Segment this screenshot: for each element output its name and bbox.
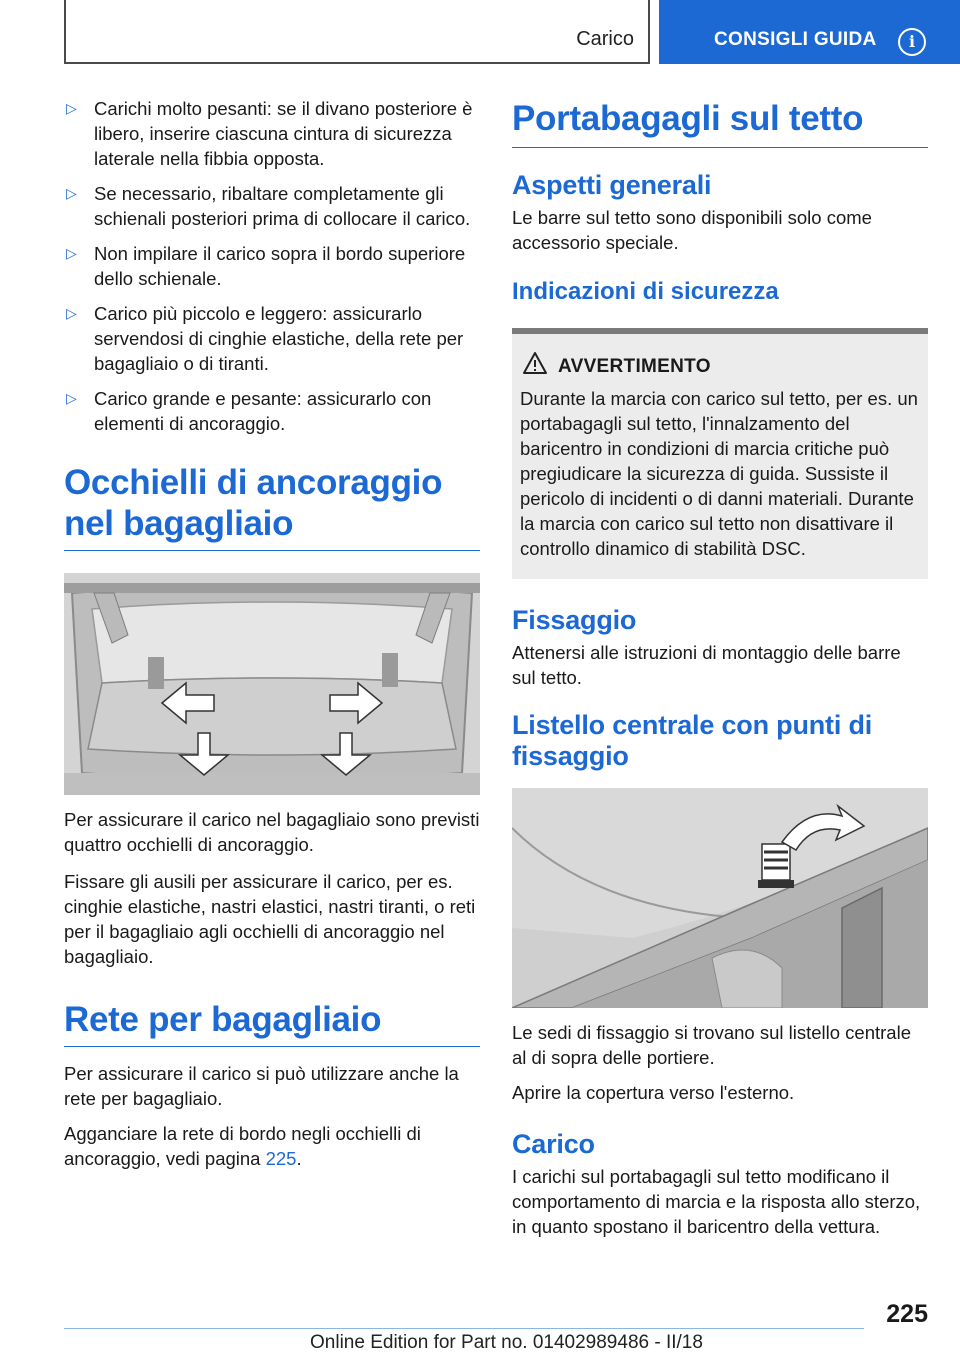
header-section-title: Carico: [576, 28, 634, 50]
fissaggio-paragraph: Attenersi alle istruzioni di montaggio delle barre sul tetto.: [512, 642, 901, 688]
list-item: ▷ Se necessario, ribaltare completamente gli schienali posteriori prima di collocare il carico.: [66, 183, 471, 229]
subsection-title-fissaggio: Fissaggio: [512, 605, 637, 635]
list-item: ▷ Carico grande e pesante: assicurarlo con elementi di ancoraggio.: [66, 388, 432, 434]
aspetti-paragraph: Le barre sul tetto sono disponibili solo come accessorio speciale.: [512, 207, 872, 253]
trunk-anchor-points-image: [64, 573, 480, 795]
left-column: [64, 96, 480, 1171]
info-icon[interactable]: i: [898, 28, 926, 56]
section-title-portabagagli: Portabagagli sul tetto: [512, 98, 928, 148]
right-column: [512, 98, 928, 1239]
listello-paragraph-1: Le sedi di fissaggio si trovano sul listello centrale al di sopra delle portiere.: [512, 1022, 911, 1068]
header-tab-label: CONSIGLI GUIDA: [714, 29, 877, 50]
list-item: ▷ Carico più piccolo e leggero: assicurarlo servendosi di cinghie elastiche, della rete per bagagliaio o di tiranti.: [66, 303, 464, 374]
triangle-bullet-icon: ▷: [66, 305, 77, 321]
warning-triangle-icon: [522, 351, 548, 375]
page-reference-link[interactable]: 225: [265, 1148, 297, 1169]
warning-title: AVVERTIMENTO: [558, 356, 920, 378]
trunk-illustration: [64, 573, 480, 795]
loading-tips-list: [64, 96, 480, 436]
occhielli-paragraph-2: Fissare gli ausili per assicurare il carico, per es. cinghie elastiche, nastri elastici, nastri tiranti, o reti per il bagagliaio agli occhielli di ancoraggio nel bagagliaio.: [64, 871, 476, 967]
carico-paragraph: I carichi sul portabagagli sul tetto modificano il comportamento di marcia e la risposta allo sterzo, in quanto spostano il baricentro della vettura.: [512, 1166, 921, 1237]
occhielli-paragraph-1: Per assicurare il carico nel bagagliaio sono previsti quattro occhielli di ancoraggio.: [64, 809, 480, 855]
subsection-title-aspetti: Aspetti generali: [512, 170, 712, 200]
subsection-title-carico: Carico: [512, 1129, 595, 1159]
footer-divider: [64, 1328, 864, 1329]
triangle-bullet-icon: ▷: [66, 185, 77, 201]
section-title-rete: Rete per bagagliaio: [64, 999, 480, 1047]
footer-edition-text: Online Edition for Part no. 01402989486 - II/18: [310, 1332, 703, 1353]
header-section-box: [64, 0, 650, 64]
list-item: ▷ Non impilare il carico sopra il bordo superiore dello schienale.: [66, 243, 466, 289]
section-title-occhielli: Occhielli di ancoraggio nel bagagliaio: [64, 462, 480, 551]
triangle-bullet-icon: ▷: [66, 100, 77, 116]
subsection-title-sicurezza: Indicazioni di sicurezza: [512, 278, 779, 305]
rete-paragraph-2: Agganciare la rete di bordo negli occhielli di ancoraggio, vedi pagina 225.: [64, 1123, 421, 1169]
list-item: ▷ Carichi molto pesanti: se il divano posteriore è libero, inserire ciascuna cintura di sicurezza laterale nella fibbia opposta.: [66, 98, 473, 169]
roof-rail-illustration: [512, 788, 928, 1008]
rete-paragraph-1: Per assicurare il carico si può utilizzare anche la rete per bagagliaio.: [64, 1063, 459, 1109]
roof-fixing-points-image: [512, 788, 928, 1008]
listello-paragraph-2: Aprire la copertura verso l'esterno.: [512, 1082, 795, 1103]
warning-box: [512, 328, 928, 579]
header-tab-consigli-guida[interactable]: [659, 0, 960, 64]
subsection-title-listello: Listello centrale con punti di fissaggio: [512, 710, 873, 771]
triangle-bullet-icon: ▷: [66, 390, 77, 406]
triangle-bullet-icon: ▷: [66, 245, 77, 261]
warning-text: Durante la marcia con carico sul tetto, per es. un portabagagli sul tetto, l'innalzamento del baricentro in condizioni di marcia critiche può pregiudicare la sicurezza di guida. Sussiste il pericolo di incidenti o di danni materiali. Durante la marcia con carico sul tetto non disattivare il controllo dinamico di stabilità DSC.: [520, 388, 918, 559]
page-number: 225: [886, 1300, 928, 1328]
